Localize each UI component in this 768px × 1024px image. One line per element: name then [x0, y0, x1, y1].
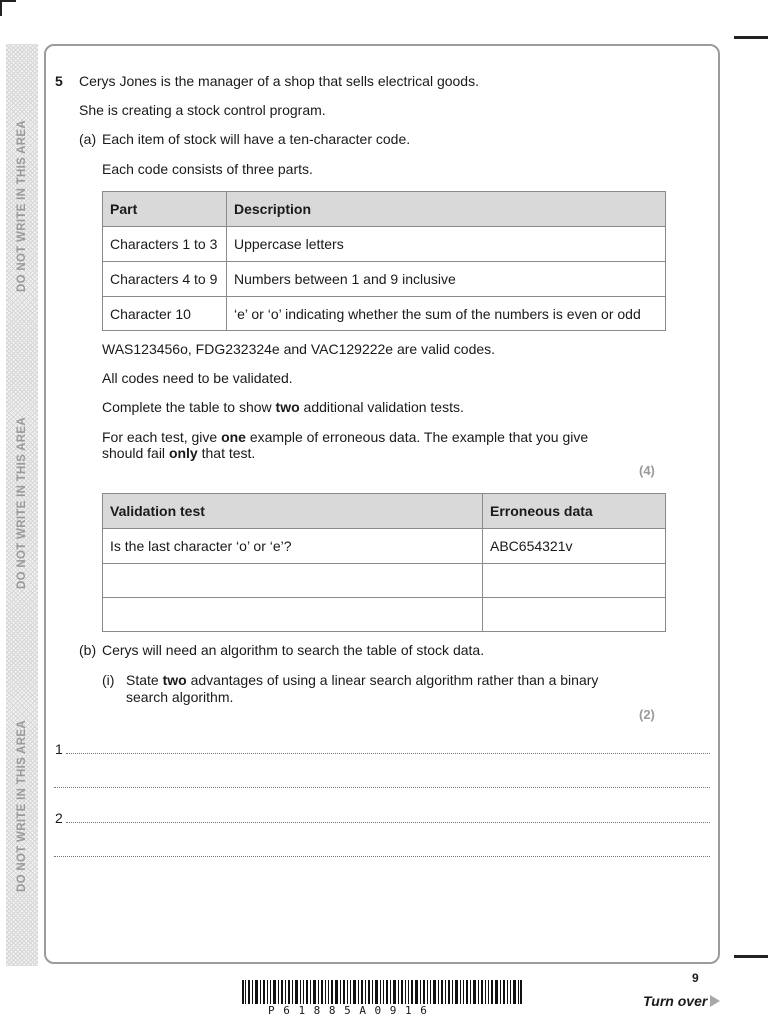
- table-row: [103, 227, 666, 262]
- answer-line[interactable]: [66, 822, 710, 823]
- table-cell: Character 10: [103, 297, 227, 331]
- answer-cell[interactable]: [103, 598, 483, 632]
- answer-row: [103, 564, 666, 598]
- answer-line-number: 2: [55, 810, 63, 826]
- barcode-number: P61885A0916: [268, 1004, 436, 1017]
- part-a-label: (a): [79, 131, 97, 147]
- table-row: [103, 262, 666, 297]
- table-row: [103, 297, 666, 331]
- instruction-text: For each test, give one example of erroneous data. The example that you give: [102, 429, 589, 445]
- sub-i-label: (i): [102, 672, 115, 688]
- table-row: [103, 529, 666, 564]
- sub-i-text: State two advantages of using a linear search algorithm rather than a binary: [126, 672, 599, 688]
- table-cell: ABC654321v: [483, 529, 666, 564]
- crop-mark-bottom-right: [734, 955, 768, 958]
- table-cell: Is the last character ‘o’ or ‘e’?: [103, 529, 483, 564]
- table-header: Description: [227, 192, 666, 227]
- validation-text: All codes need to be validated.: [102, 370, 293, 386]
- part-a-text: Each item of stock will have a ten-character code.: [102, 131, 411, 147]
- page-number: 9: [692, 971, 699, 985]
- turn-over-label: Turn over: [643, 993, 708, 1009]
- table-cell: Characters 1 to 3: [103, 227, 227, 262]
- part-a-text: Each code consists of three parts.: [102, 161, 313, 177]
- answer-line[interactable]: [66, 753, 710, 754]
- answer-cell[interactable]: [103, 564, 483, 598]
- part-b-label: (b): [79, 642, 97, 658]
- crop-mark-top-left: [0, 0, 16, 16]
- validation-answer-table: [102, 493, 666, 632]
- table-header: Erroneous data: [483, 494, 666, 529]
- question-intro: Cerys Jones is the manager of a shop that sells electrical goods.: [79, 73, 479, 89]
- answer-row: [103, 598, 666, 632]
- sub-i-text: search algorithm.: [126, 689, 234, 705]
- answer-cell[interactable]: [483, 564, 666, 598]
- table-header: Validation test: [103, 494, 483, 529]
- table-cell: Numbers between 1 and 9 inclusive: [227, 262, 666, 297]
- answer-line-number: 1: [55, 741, 63, 757]
- answer-line[interactable]: [54, 856, 710, 857]
- answer-cell[interactable]: [483, 598, 666, 632]
- barcode: [242, 980, 522, 1004]
- table-header-row: [103, 192, 666, 227]
- answer-line[interactable]: [54, 787, 710, 788]
- table-header: Part: [103, 192, 227, 227]
- question-intro: She is creating a stock control program.: [79, 102, 326, 118]
- table-cell: Characters 4 to 9: [103, 262, 227, 297]
- part-b-text: Cerys will need an algorithm to search the table of stock data.: [102, 642, 485, 658]
- valid-codes-text: WAS123456o, FDG232324e and VAC129222e are valid codes.: [102, 341, 496, 357]
- turn-over-arrow-icon: [710, 995, 720, 1007]
- instruction-text: Complete the table to show two additional validation tests.: [102, 399, 464, 415]
- question-number: 5: [55, 73, 63, 89]
- table-header-row: [103, 494, 666, 529]
- table-cell: Uppercase letters: [227, 227, 666, 262]
- marks-label: (4): [639, 463, 655, 478]
- code-parts-table: [102, 191, 666, 331]
- table-cell: ‘e’ or ‘o’ indicating whether the sum of the numbers is even or odd: [227, 297, 666, 331]
- marks-label: (2): [639, 707, 655, 722]
- instruction-text: should fail only that test.: [102, 445, 256, 461]
- crop-mark-top-right: [734, 36, 768, 39]
